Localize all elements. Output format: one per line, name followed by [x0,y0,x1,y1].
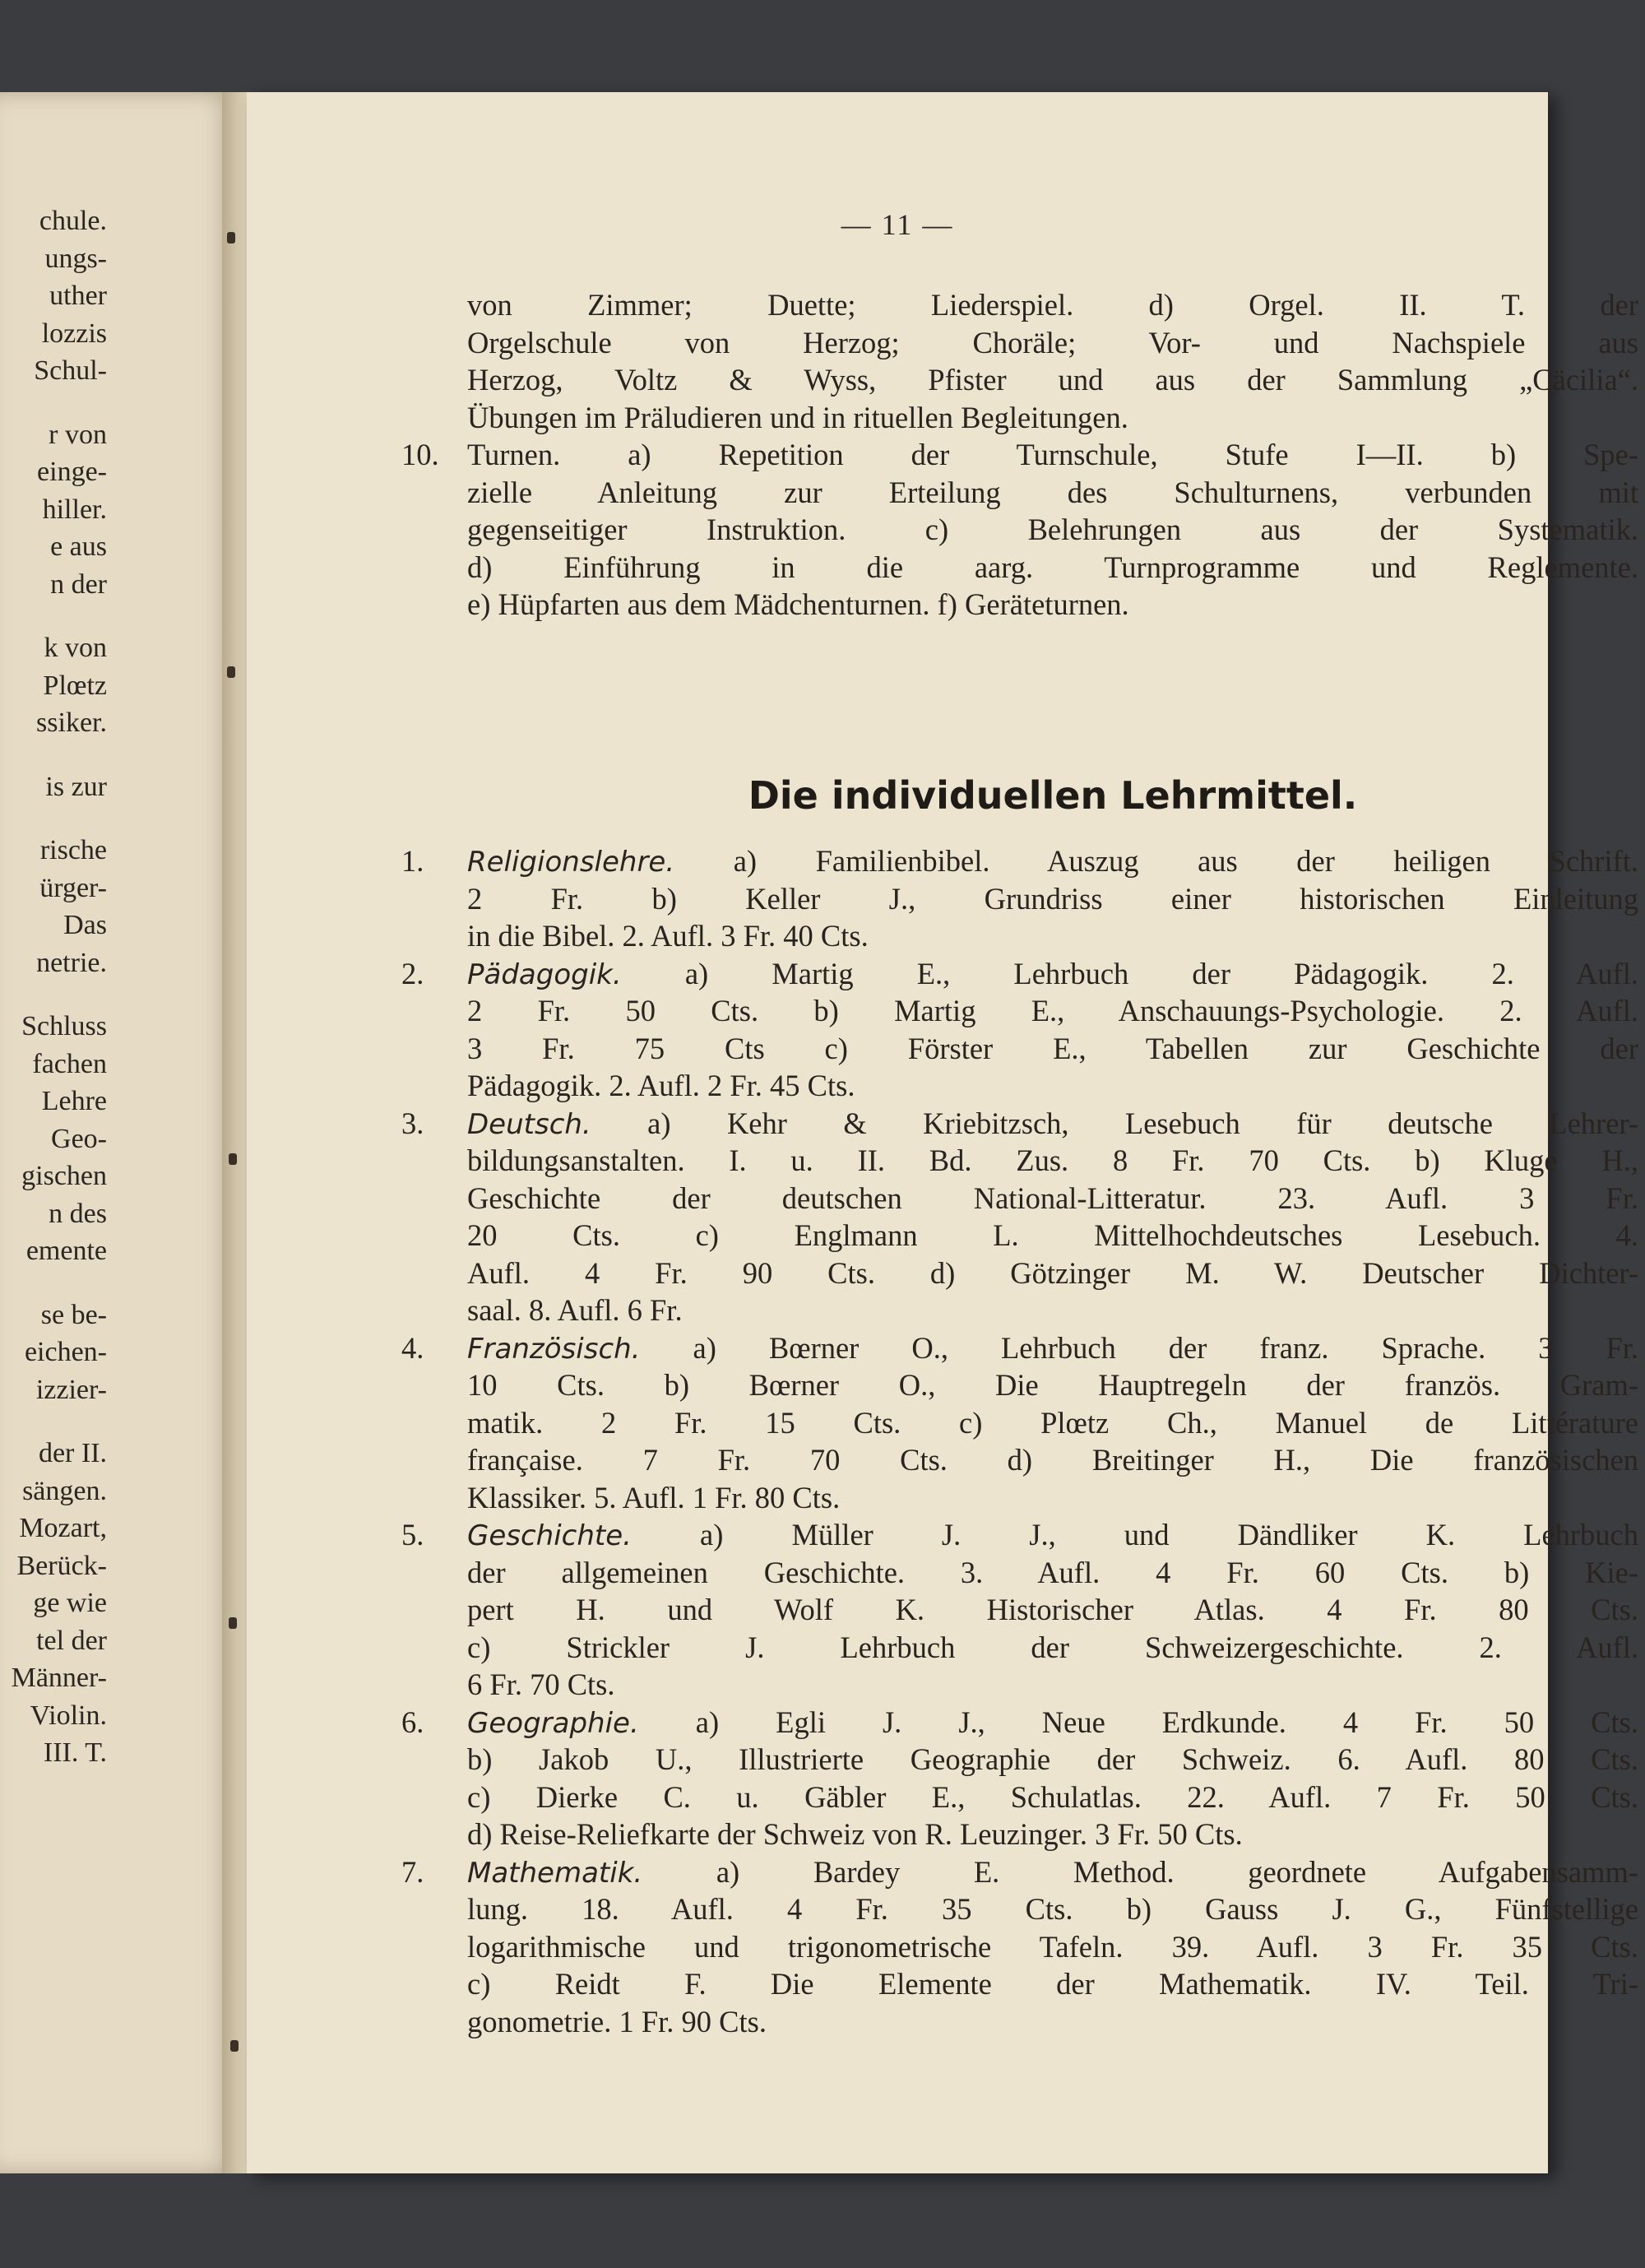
item-text: der allgemeinen Geschichte. 3. Aufl. 4 Fr. 60 Cts. b) Kie- [467,1555,1638,1589]
left-page-line: tel der [36,1625,107,1656]
item-text: 3 Fr. 75 Cts c) Förster E., Tabellen zur Geschichte der [467,1031,1638,1065]
left-page-line: Berück- [16,1550,107,1581]
item-number: 4. [401,1330,424,1365]
left-page-line: k von [44,633,107,663]
item-text: a) Müller J. J., und Dändliker K. Lehrbuch [700,1518,1639,1551]
item-text: Aufl. 4 Fr. 90 Cts. d) Götzinger M. W. Deutscher Dichter- [467,1255,1638,1290]
page [247,92,1639,2173]
item-text: pert H. und Wolf K. Historischer Atlas. 4 Fr. 80 Cts. [467,1593,1638,1626]
list-item [401,1853,1638,1891]
list-item [401,842,1638,880]
item-text: 6 Fr. 70 Cts. [467,1667,615,1701]
item-text: a) Familienbibel. Auszug aus der heiligen Schrift. [733,844,1638,878]
item-text: a) Bardey E. Method. geordnete Aufgabensamm- [716,1854,1638,1889]
binding-stitch-mark [229,1617,237,1629]
left-page-line: Schluss [21,1011,107,1041]
left-page-line: uther [49,281,107,311]
binding-stitch-mark [227,666,235,678]
text-line [467,1366,1638,1404]
subject-keyword: Pädagogik. [467,958,622,991]
textbook-list [401,842,1639,2040]
subject-keyword: Deutsch. [467,1107,591,1141]
left-page-line: der II. [38,1438,107,1468]
text-line [467,1180,1638,1217]
text-line: Herzog, Voltz & Wyss, Pfister und aus der Sammlung „Cäcilia“. [467,363,1638,397]
left-page-line: rische [39,835,107,865]
item-text: lung. 18. Aufl. 4 Fr. 35 Cts. b) Gauss J. G., Fünfstellige [467,1892,1638,1926]
left-page-line: sängen. [22,1475,107,1506]
item-text: 2 Fr. 50 Cts. b) Martig E., Anschauungs-Psychologie. 2. Aufl. [467,994,1638,1027]
left-page-line: fachen [32,1048,107,1079]
text-line [467,917,1638,955]
left-page-line: n des [49,1198,107,1229]
binding-stitch-mark [227,232,235,243]
text-line [467,1142,1638,1180]
item-number: 2. [401,956,424,990]
binding-stitch-mark [229,1153,237,1165]
left-page-line: ürger- [39,872,107,903]
left-page-line: eichen- [24,1337,107,1367]
text-line: d) Einführung in die aarg. Turnprogramme und Reglemente. [467,550,1638,584]
text-line: gegenseitiger Instruktion. c) Belehrungen aus der Systematik. [467,513,1638,546]
left-page-line: se be- [40,1299,107,1330]
continued-music-section [401,286,1638,624]
item-text: a) Egli J. J., Neue Erdkunde. 4 Fr. 50 Cts. [695,1704,1638,1739]
text-line [467,1554,1638,1592]
left-page-line: n der [50,568,107,600]
section-heading: Die individuellen Lehrmittel. [748,773,1358,818]
left-page-line: is zur [45,771,107,802]
item-text: 20 Cts. c) Englmann L. Mittelhochdeutsches Lesebuch. 4. [467,1218,1638,1252]
item-text: 2 Fr. b) Keller J., Grundriss einer historischen Einleitung [467,881,1638,916]
left-page-line: einge- [37,457,107,487]
left-page-line: gischen [21,1161,107,1191]
text-line [467,1479,1638,1517]
item-text: gonometrie. 1 Fr. 90 Cts. [467,2004,767,2038]
text-line: Übungen im Präludieren und in rituellen Begleitungen. [467,400,1128,434]
text-line [467,992,1638,1030]
text-line [467,2003,1638,2041]
item-text: Pädagogik. 2. Aufl. 2 Fr. 45 Cts. [467,1069,855,1102]
item-text: c) Reidt F. Die Elemente der Mathematik. IV. Teil. Tri- [467,1967,1638,2001]
item-text: c) Strickler J. Lehrbuch der Schweizergeschichte. 2. Aufl. [467,1630,1638,1664]
text-line [467,1779,1638,1816]
subject-keyword: Französisch. [467,1332,641,1366]
subject-keyword: Geographie. [467,1706,639,1740]
text-line [467,1890,1638,1928]
left-page-line: Schul- [34,355,107,386]
left-page-line: ge wie [33,1588,107,1618]
text-line [467,1591,1638,1629]
text-line [467,1741,1638,1779]
left-page-line: III. T. [43,1737,107,1768]
left-page-line: emente [25,1236,107,1266]
left-page-line: Lehre [41,1086,107,1116]
list-item [401,1329,1639,1367]
list-item [401,1516,1639,1554]
text-line [467,880,1638,918]
text-line [467,1067,1638,1105]
text-line: e) Hüpfarten aus dem Mädchenturnen. f) Geräteturnen. [467,587,1129,621]
left-page-line: Violin. [30,1700,107,1731]
left-page-line: Männer- [11,1663,107,1693]
left-page-line: r von [49,419,107,450]
subject-keyword: Mathematik. [467,1856,643,1890]
item-number: 1. [401,844,424,878]
item-text: française. 7 Fr. 70 Cts. d) Breitinger H., Die französischen [467,1443,1638,1477]
item-text: Geschichte der deutschen National-Litteratur. 23. Aufl. 3 Fr. [467,1180,1638,1215]
text-line: zielle Anleitung zur Erteilung des Schulturnens, verbunden mit [467,475,1638,509]
left-facing-page [0,92,239,2173]
item-text: in die Bibel. 2. Aufl. 3 Fr. 40 Cts. [467,919,869,953]
item-text: matik. 2 Fr. 15 Cts. c) Plœtz Ch., Manuel de Littérature [467,1405,1638,1440]
text-line [467,1255,1638,1292]
item-text: d) Reise-Reliefkarte der Schweiz von R. Leuzinger. 3 Fr. 50 Cts. [467,1817,1243,1851]
text-line [467,1816,1638,1853]
item-number: 3. [401,1106,424,1140]
item-text: Turnen. a) Repetition der Turnschule, Stufe I—II. b) Spe- [467,438,1638,471]
text-line [467,1666,1638,1704]
list-item [401,1105,1638,1143]
left-page-line: Das [63,910,107,940]
item-number: 5. [401,1518,424,1551]
item-number: 6. [401,1704,424,1739]
subject-keyword: Religionslehre. [467,846,675,879]
binding-stitch-mark [230,2040,239,2052]
item-text: Klassiker. 5. Aufl. 1 Fr. 80 Cts. [467,1480,841,1514]
item-text: a) Bœrner O., Lehrbuch der franz. Sprache. 3 Fr. [693,1330,1639,1365]
text-line [467,1965,1638,2003]
subject-keyword: Geschichte. [467,1519,632,1552]
item-text: b) Jakob U., Illustrierte Geographie der Schweiz. 6. Aufl. 80 Cts. [467,1742,1638,1776]
page-number: — 11 — [841,208,954,241]
item-number: 7. [401,1854,424,1889]
item-text: 10 Cts. b) Bœrner O., Die Hauptregeln der französ. Gram- [467,1368,1638,1402]
text-line [467,1441,1638,1479]
item-10-line [401,436,1638,474]
left-page-line: Mozart, [19,1513,107,1543]
text-line: von Zimmer; Duette; Liederspiel. d) Orgel. II. T. der [467,288,1638,322]
item-text: bildungsanstalten. I. u. II. Bd. Zus. 8 Fr. 70 Cts. b) Kluge H., [467,1143,1638,1177]
list-item [401,955,1639,993]
left-page-line: izzier- [35,1374,107,1405]
item-text: saal. 8. Aufl. 6 Fr. [467,1293,683,1327]
left-page-line: ssiker. [36,707,107,738]
left-page-line: netrie. [36,947,107,978]
text-line: Orgelschule von Herzog; Choräle; Vor- und Nachspiele aus [467,325,1638,359]
text-line [467,1030,1638,1068]
text-line [467,1217,1638,1255]
text-line [467,1292,1638,1329]
left-page-line: e aus [50,531,107,562]
item-text: logarithmische und trigonometrische Tafeln. 39. Aufl. 3 Fr. 35 Cts. [467,1929,1638,1964]
item-text: c) Dierke C. u. Gäbler E., Schulatlas. 22. Aufl. 7 Fr. 50 Cts. [467,1779,1638,1814]
item-text: a) Martig E., Lehrbuch der Pädagogik. 2. Aufl. [684,956,1639,990]
text-line [467,1629,1638,1667]
left-page-line: chule. [39,206,107,236]
list-item [401,1704,1638,1742]
left-page-line: ungs- [44,243,107,274]
left-page-line: Plœtz [43,670,107,701]
left-page-line: hiller. [42,494,107,525]
item-number: 10. [401,438,439,471]
item-text: a) Kehr & Kriebitzsch, Lesebuch für deutsche Lehrer- [647,1106,1638,1140]
left-page-line: Geo- [51,1123,107,1154]
left-page-line: lozzis [41,318,107,349]
text-line [467,1404,1638,1442]
text-line [467,1928,1638,1966]
